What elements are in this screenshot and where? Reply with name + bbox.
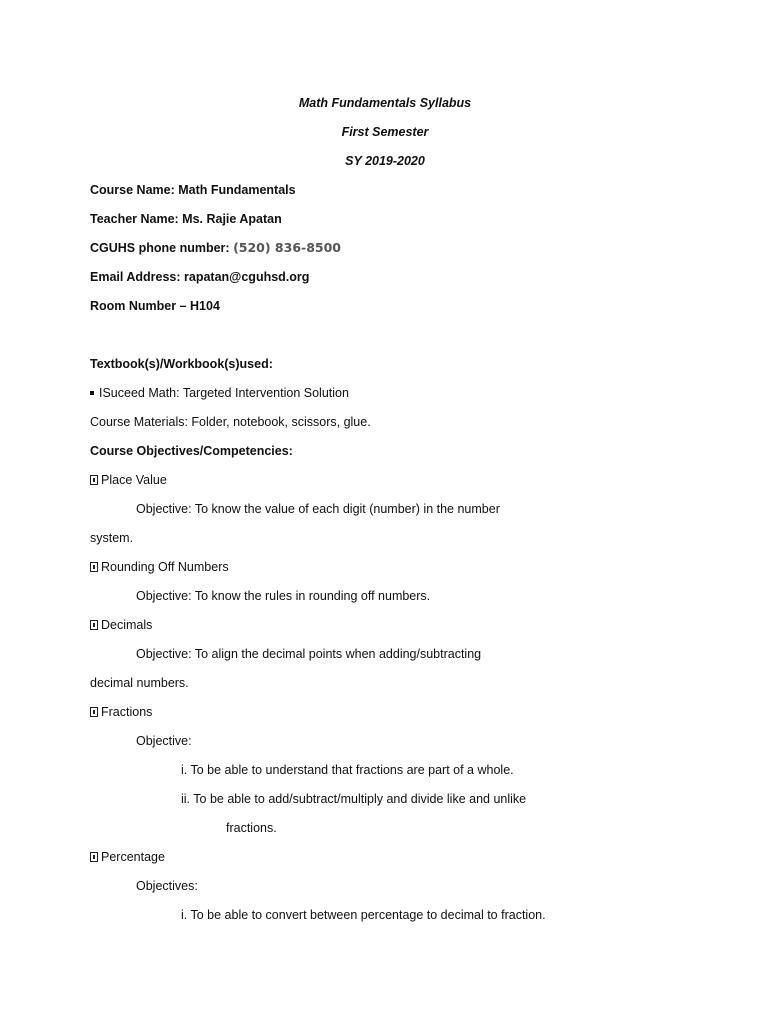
objective-text: Objective: To align the decimal points when adding/subtracting — [136, 647, 482, 661]
topic-label: Percentage — [101, 850, 165, 864]
topic-decimals — [90, 617, 152, 633]
textbooks-heading: Textbook(s)/Workbook(s)used: — [90, 357, 273, 371]
checkbox-glyph-icon — [90, 620, 98, 630]
topic-fractions — [90, 704, 152, 720]
course-name: Course Name: Math Fundamentals — [90, 183, 296, 197]
sub-objective: i. To be able to understand that fractions are part of a whole. — [181, 763, 514, 777]
objective-text: Objective: To know the rules in rounding off numbers. — [136, 589, 431, 603]
semester-label: First Semester — [341, 125, 429, 139]
checkbox-glyph-icon — [90, 475, 98, 485]
topic-percentage — [90, 849, 165, 865]
course-materials: Course Materials: Folder, notebook, scissors, glue. — [90, 415, 371, 429]
textbook-item — [90, 385, 349, 401]
objective-label: Objective: — [136, 734, 192, 748]
objective-text: Objective: To know the value of each digit (number) in the number — [136, 502, 500, 516]
sub-objective-continued: fractions. — [226, 821, 277, 835]
phone-line — [90, 240, 341, 256]
topic-label: Place Value — [101, 473, 167, 487]
sub-objective: i. To be able to convert between percentage to decimal to fraction. — [181, 908, 546, 922]
topic-place-value — [90, 472, 167, 488]
sub-objective: ii. To be able to add/subtract/multiply and divide like and unlike — [181, 792, 527, 806]
email-address: Email Address: rapatan@cguhsd.org — [90, 270, 310, 284]
objectives-heading: Course Objectives/Competencies: — [90, 444, 293, 458]
bullet-icon — [90, 391, 94, 395]
objective-text-continued: system. — [90, 531, 134, 545]
topic-label: Fractions — [101, 705, 153, 719]
topic-rounding-off — [90, 559, 229, 575]
school-year-label: SY 2019-2020 — [345, 154, 425, 168]
phone-number: (520) 836-8500 — [233, 240, 342, 255]
checkbox-glyph-icon — [90, 707, 98, 717]
checkbox-glyph-icon — [90, 852, 98, 862]
checkbox-glyph-icon — [90, 562, 98, 572]
phone-label: CGUHS phone number: — [90, 241, 234, 255]
textbook-item-label: ISuceed Math: Targeted Intervention Solution — [99, 386, 349, 400]
topic-label: Decimals — [101, 618, 153, 632]
room-number: Room Number – H104 — [90, 299, 220, 313]
objective-text-continued: decimal numbers. — [90, 676, 189, 690]
document-title: Math Fundamentals Syllabus — [298, 96, 472, 110]
teacher-name: Teacher Name: Ms. Rajie Apatan — [90, 212, 282, 226]
topic-label: Rounding Off Numbers — [101, 560, 229, 574]
objective-label: Objectives: — [136, 879, 198, 893]
